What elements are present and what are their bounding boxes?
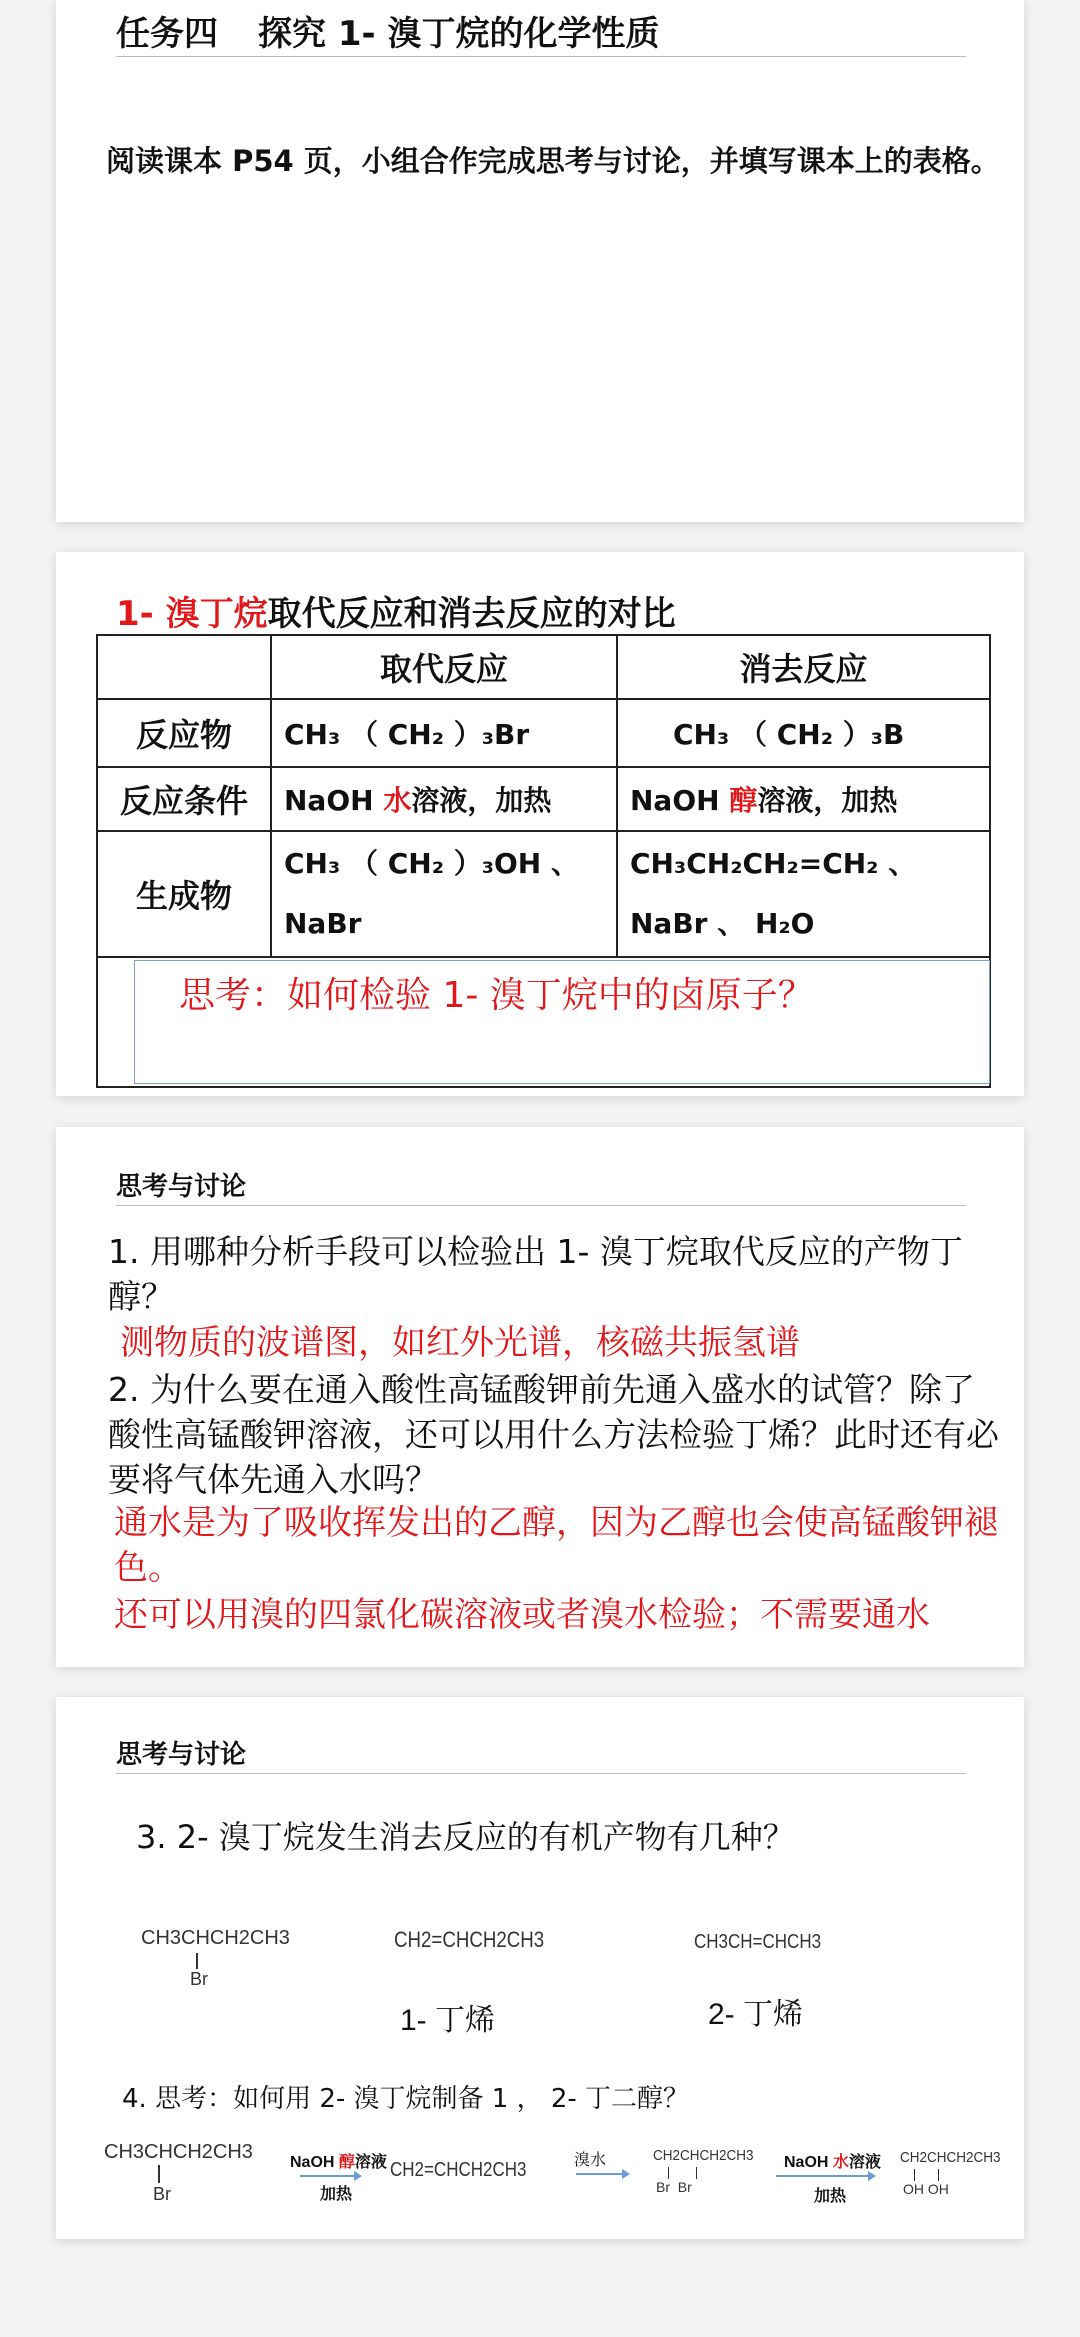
prod-elim-line2: NaBr 、 H₂O: [630, 907, 815, 940]
scheme-product-3: CH2CHCH2CH3: [900, 2149, 1001, 2166]
cell-reactant-elim: CH₃ （ CH₂ ）₃B: [617, 699, 990, 767]
question-2: 2. 为什么要在通入酸性高锰酸钾前先通入盛水的试管？除了酸性高锰酸钾溶液，还可以用什么方法检验丁烯？此时还有必要将气体先通入水吗？: [108, 1370, 999, 1499]
cond-1-b: 溶液: [354, 2154, 387, 2171]
reactant-formula: CH3CHCH2CH3: [141, 1927, 290, 1949]
scheme-cond-1-bottom: 加热: [320, 2186, 353, 2203]
task-intro: 阅读课本 P54 页，小组合作完成思考与讨论，并填写课本上的表格。: [106, 144, 1000, 178]
prod-sub-line1: CH₃ （ CH₂ ）₃OH 、: [284, 847, 579, 880]
table-corner: [97, 635, 271, 699]
bond-line: [914, 2169, 915, 2181]
cell-condition-sub: [271, 767, 617, 831]
prod-sub-line2: NaBr: [284, 907, 362, 940]
cell-condition-elim: [617, 767, 990, 831]
cond-3-red: 水: [832, 2154, 849, 2171]
cond-elim-red: 醇: [729, 784, 758, 817]
reactant-br: Br: [190, 1969, 208, 1989]
scheme-cond-3-bottom: 加热: [814, 2188, 847, 2205]
think-text: 思考：如何检验 1- 溴丁烷中的卤原子？: [179, 975, 814, 1016]
task-subtitle: 探究 1- 溴丁烷的化学性质: [258, 14, 660, 54]
discussion-card-1: [56, 1127, 1024, 1667]
bond-line: [668, 2167, 669, 2179]
arrow-2: [576, 2173, 628, 2175]
section-heading: 思考与讨论: [116, 1737, 966, 1774]
comparison-title-red: 1- 溴丁烷: [116, 594, 268, 634]
scheme-product-2-br: Br Br: [656, 2179, 692, 2195]
cond-elim-b: 溶液，加热: [757, 784, 898, 817]
question-4: 4. 思考：如何用 2- 溴丁烷制备 1 ， 2- 丁二醇？: [122, 2084, 690, 2114]
cell-product-elim: [617, 831, 990, 957]
scheme-product-2: CH2CHCH2CH3: [653, 2147, 754, 2164]
product-2-formula: CH3CH=CHCH3: [694, 1931, 822, 1953]
answer-1: 测物质的波谱图，如红外光谱，核磁共振氢谱: [120, 1323, 800, 1363]
scheme-cond-1: [290, 2149, 387, 2172]
cond-elim-a: NaOH: [630, 784, 730, 817]
scheme-product-1: CH2=CHCH2CH3: [390, 2159, 527, 2181]
row-header-condition: 反应条件: [97, 767, 271, 831]
col-header-substitution: 取代反应: [271, 635, 617, 699]
comparison-title: [116, 586, 676, 635]
prod-elim-line1: CH₃CH₂CH₂=CH₂ 、: [630, 847, 917, 880]
scheme-product-3-oh: OH OH: [903, 2181, 949, 2197]
section-heading: 思考与讨论: [116, 1169, 966, 1206]
question-3: 3. 2- 溴丁烷发生消去反应的有机产物有几种？: [136, 1818, 795, 1856]
comparison-card: [56, 552, 1024, 1096]
product-1-name: 1- 丁烯: [400, 2004, 496, 2037]
discussion-card-2: [56, 1697, 1024, 2239]
bond-line: [938, 2169, 939, 2181]
col-header-elimination: 消去反应: [617, 635, 990, 699]
cond-1-a: NaOH: [290, 2154, 339, 2171]
comparison-title-rest: 取代反应和消去反应的对比: [267, 594, 676, 634]
task-title: [116, 12, 966, 57]
cell-product-sub: [271, 831, 617, 957]
task-card: [56, 0, 1024, 522]
product-2-name: 2- 丁烯: [708, 1998, 804, 2031]
arrow-3: [776, 2175, 874, 2177]
cond-sub-red: 水: [383, 784, 412, 817]
question-1: 1. 用哪种分析手段可以检验出 1- 溴丁烷取代反应的产物丁醇？: [108, 1232, 963, 1316]
cond-3-a: NaOH: [784, 2154, 833, 2171]
arrow-1: [300, 2175, 360, 2177]
scheme-cond-3: [784, 2149, 881, 2172]
row-header-reactant: 反应物: [97, 699, 271, 767]
bond-line: [158, 2165, 160, 2183]
cond-3-b: 溶液: [848, 2154, 881, 2171]
scheme-reactant: CH3CHCH2CH3: [104, 2141, 253, 2163]
product-1-formula: CH2=CHCH2CH3: [394, 1927, 545, 1952]
bond-line: [696, 2167, 697, 2179]
scheme-cond-2: 溴水: [574, 2152, 607, 2169]
think-box: [134, 960, 990, 1084]
task-label: 任务四: [116, 14, 218, 54]
answer-2a: 通水是为了吸收挥发出的乙醇，因为乙醇也会使高锰酸钾褪色。: [114, 1503, 998, 1588]
scheme-reactant-br: Br: [153, 2184, 171, 2204]
cond-sub-a: NaOH: [284, 784, 384, 817]
cell-reactant-sub: CH₃ （ CH₂ ）₃Br: [271, 699, 617, 767]
row-header-product: 生成物: [97, 831, 271, 957]
answer-2b: 还可以用溴的四氯化碳溶液或者溴水检验；不需要通水: [114, 1595, 930, 1635]
cond-1-red: 醇: [338, 2154, 355, 2171]
bond-line: [196, 1953, 198, 1969]
cond-sub-b: 溶液，加热: [411, 784, 552, 817]
